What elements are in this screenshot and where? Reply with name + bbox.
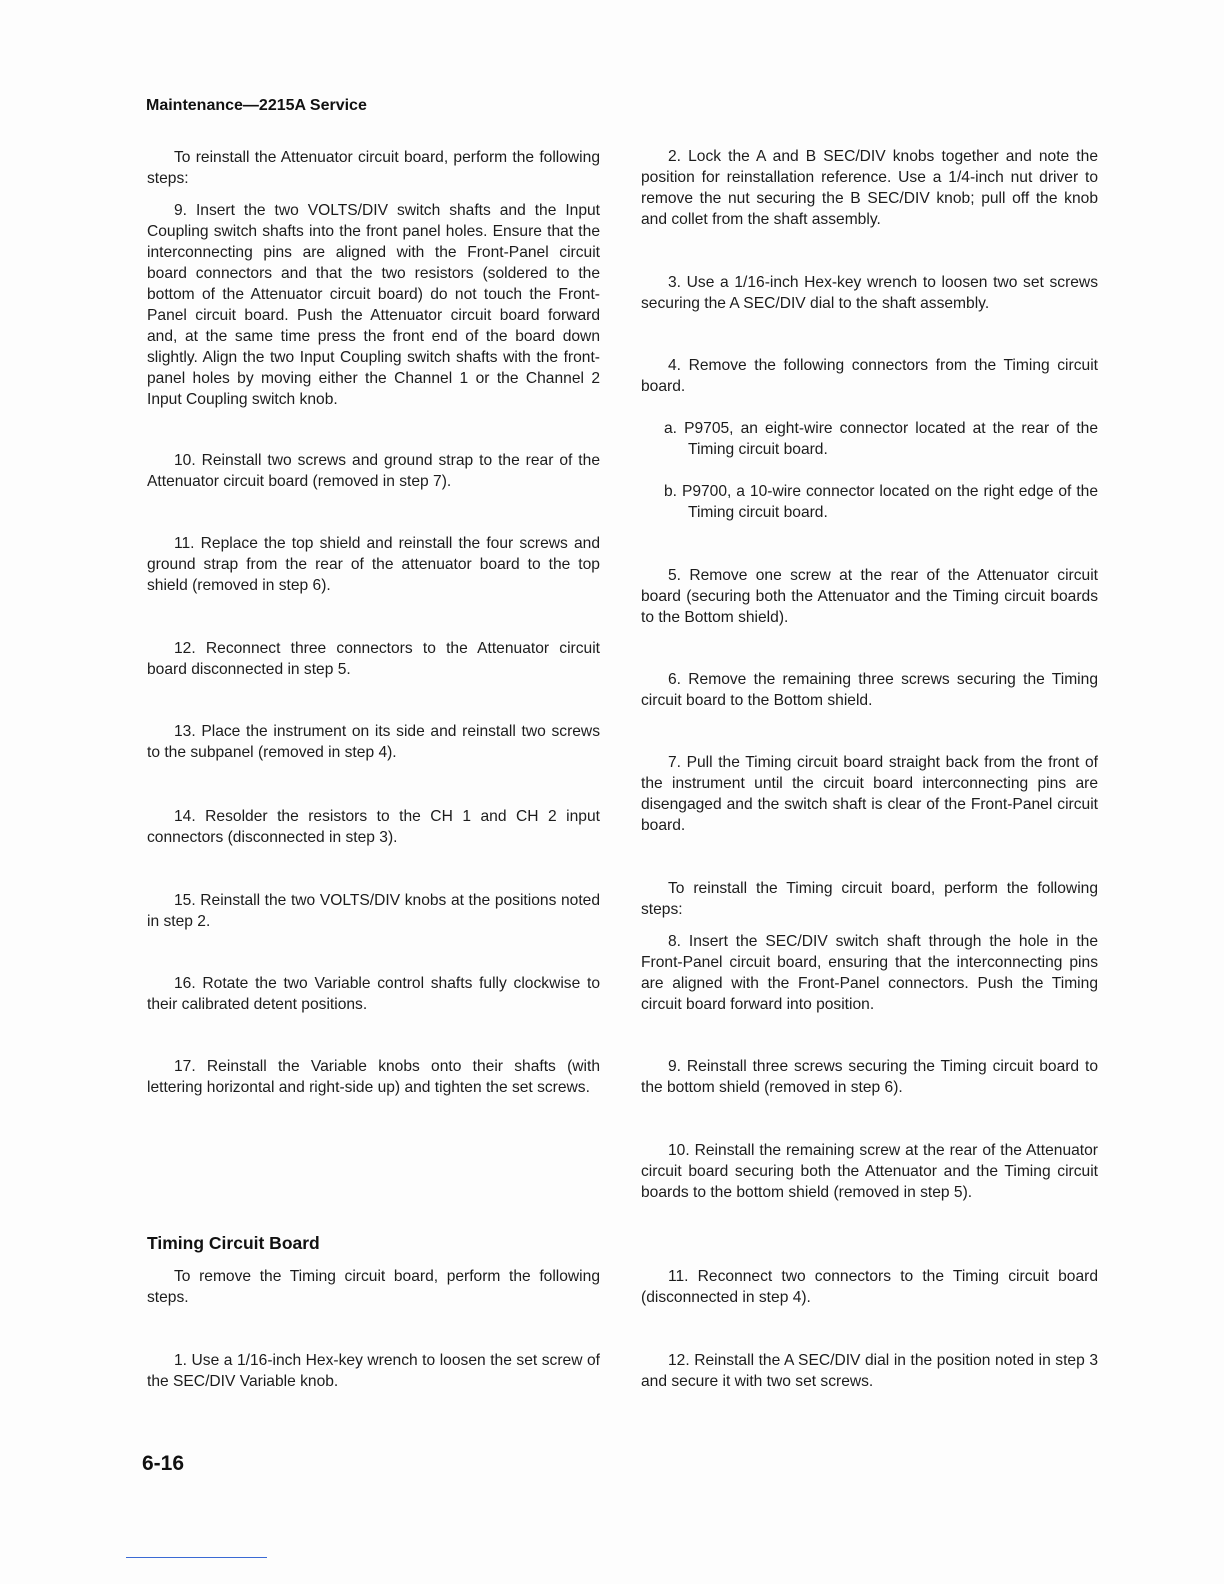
timing-removal-intro: To remove the Timing circuit board, perform the following steps. [147,1268,600,1306]
step-12-left: 12. Reconnect three connectors to the Attenuator circuit board disconnected in step 5. [147,640,600,678]
reinstall-timing-intro: To reinstall the Timing circuit board, perform the following steps: [641,880,1098,918]
step-3-right: 3. Use a 1/16-inch Hex-key wrench to loosen two set screws securing the A SEC/DIV dial to the shaft assembly. [641,274,1098,312]
page-number: 6-16 [142,1452,185,1475]
step-14-left: 14. Resolder the resistors to the CH 1 and CH 2 input connectors (disconnected in step 3). [147,808,600,846]
page-header: Maintenance—2215A Service [146,97,367,114]
step-4-right: 4. Remove the following connectors from the Timing circuit board. [641,357,1098,395]
step-11-left: 11. Replace the top shield and reinstall the four screws and ground strap from the rear of the attenuator board to the top shield (removed in step 6). [147,535,600,594]
step-5-right: 5. Remove one screw at the rear of the Attenuator circuit board (securing both the Attenuator and the Timing circuit boards to the Bottom shield). [641,567,1098,626]
step-10-left: 10. Reinstall two screws and ground strap to the rear of the Attenuator circuit board (removed in step 7). [147,452,600,490]
step-16-left: 16. Rotate the two Variable control shafts fully clockwise to their calibrated detent positions. [147,975,600,1013]
step-17-left: 17. Reinstall the Variable knobs onto their shafts (with lettering horizontal and right-side up) and tighten the set screws. [147,1058,600,1096]
footer-rule [126,1557,267,1558]
step-7-right: 7. Pull the Timing circuit board straight back from the front of the instrument until the circuit board interconnecting pins are disengaged and the switch shaft is clear of the Front-Panel circuit board. [641,754,1098,834]
reinstall-attenuator-intro: To reinstall the Attenuator circuit board, perform the following steps: [147,149,600,187]
step-10-right: 10. Reinstall the remaining screw at the rear of the Attenuator circuit board securing both the Attenuator and the Timing circuit boards to the bottom shield (removed in step 5). [641,1142,1098,1201]
step-2-right: 2. Lock the A and B SEC/DIV knobs together and note the position for reinstallation reference. Use a 1/4-inch nut driver to remove the nut securing the B SEC/DIV knob; pull off the knob and collet from the shaft assembly. [641,148,1098,228]
step-1-left: 1. Use a 1/16-inch Hex-key wrench to loosen the set screw of the SEC/DIV Variable knob. [147,1352,600,1390]
step-6-right: 6. Remove the remaining three screws securing the Timing circuit board to the Bottom shield. [641,671,1098,709]
step-9-left: 9. Insert the two VOLTS/DIV switch shafts and the Input Coupling switch shafts into the front panel holes. Ensure that the interconnecting pins are aligned with the Front-Panel circuit board connectors and that the two resistors (soldered to the bottom of the Attenuator circuit board) do not touch the Front-Panel circuit board. Push the Attenuator circuit board forward and, at the same time press the front end of the board down slightly. Align the two Input Coupling switch shafts with the front-panel holes by moving either the Channel 1 or the Channel 2 Input Coupling switch knob. [147,202,600,408]
step-8-right: 8. Insert the SEC/DIV switch shaft through the hole in the Front-Panel circuit board, ensuring that the interconnecting pins are aligned with the Front-Panel connectors. Push the Timing circuit board forward into position. [641,933,1098,1013]
substep-a: a. P9705, an eight-wire connector located at the rear of the Timing circuit board. [664,420,1098,458]
step-15-left: 15. Reinstall the two VOLTS/DIV knobs at the positions noted in step 2. [147,892,600,930]
step-12-right: 12. Reinstall the A SEC/DIV dial in the position noted in step 3 and secure it with two set screws. [641,1352,1098,1390]
step-13-left: 13. Place the instrument on its side and reinstall two screws to the subpanel (removed in step 4). [147,723,600,761]
section-title-timing-circuit-board: Timing Circuit Board [147,1233,320,1253]
step-11-right: 11. Reconnect two connectors to the Timing circuit board (disconnected in step 4). [641,1268,1098,1306]
step-9-right: 9. Reinstall three screws securing the Timing circuit board to the bottom shield (removed in step 6). [641,1058,1098,1096]
substep-b: b. P9700, a 10-wire connector located on the right edge of the Timing circuit board. [664,483,1098,521]
